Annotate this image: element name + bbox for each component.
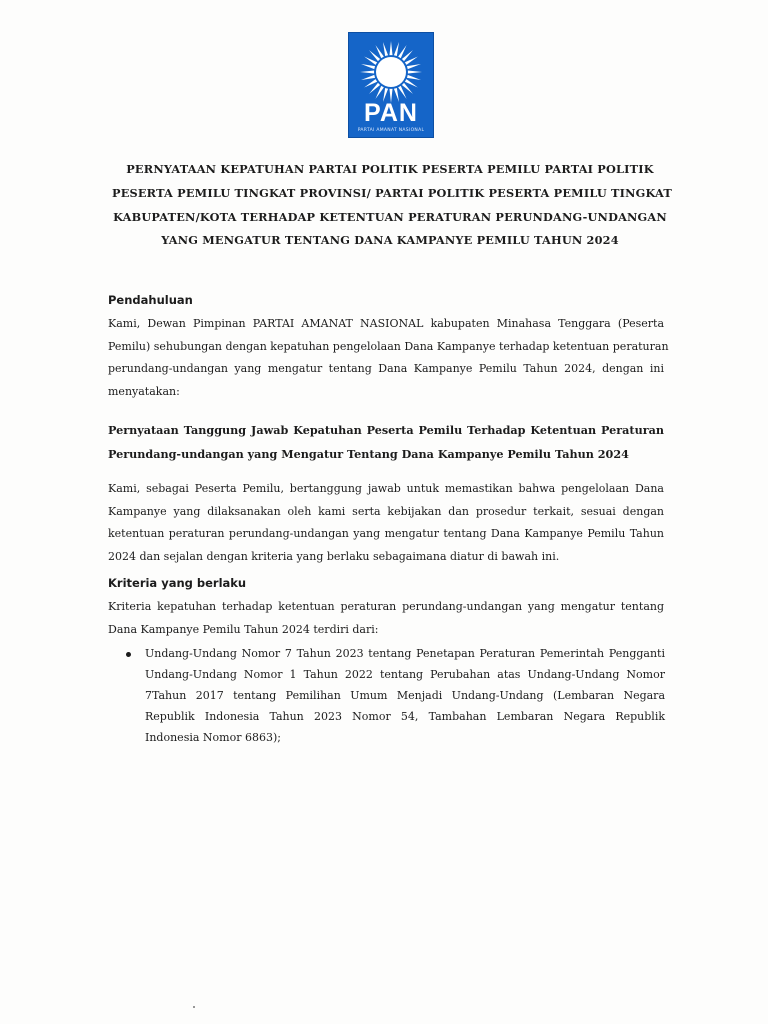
kriteria-section: [108, 576, 664, 641]
sun-ray: [407, 75, 421, 80]
paragraph-line: Kami, sebagai Peserta Pemilu, bertanggung jawab untuk memastikan bahwa pengelolaan Dana: [108, 482, 664, 495]
pernyataan-heading: [108, 418, 664, 466]
list-item-line: Undang-Undang Nomor 1 Tahun 2022 tentang Perubahan atas Undang-Undang Nomor: [145, 668, 665, 681]
sun-ray: [405, 79, 418, 87]
bullet-icon: [126, 652, 131, 657]
sun-ray: [405, 57, 418, 65]
list-item-line: 7Tahun 2017 tentang Pemilihan Umum Menjadi Undang-Undang (Lembaran Negara: [145, 689, 665, 702]
sun-ray: [361, 64, 375, 69]
sun-ray: [398, 86, 406, 99]
paragraph-line: Kriteria kepatuhan terhadap ketentuan peraturan perundang-undangan yang mengatur tentang: [108, 600, 664, 613]
title-line: PERNYATAAN KEPATUHAN PARTAI POLITIK PESERTA PEMILU PARTAI POLITIK: [126, 162, 654, 176]
sun-ray: [376, 86, 384, 99]
sun-ray: [364, 57, 377, 65]
pan-logo: [348, 32, 434, 138]
document-title: [112, 158, 673, 253]
paragraph-line: menyatakan:: [108, 384, 180, 398]
sun-ray: [408, 70, 422, 73]
list-item-line: Republik Indonesia Tahun 2023 Nomor 54, Tambahan Lembaran Negara Republik: [145, 710, 665, 723]
title-line: PESERTA PEMILU TINGKAT PROVINSI/ PARTAI POLITIK PESERTA PEMILU TINGKAT: [112, 185, 673, 200]
list-item-line: Undang-Undang Nomor 7 Tahun 2023 tentang Penetapan Peraturan Pemerintah Pengganti: [145, 647, 665, 660]
sun-ray: [383, 42, 388, 56]
sun-emblem-icon: [358, 39, 424, 105]
heading-line: Pernyataan Tanggung Jawab Kepatuhan Peserta Pemilu Terhadap Ketentuan Peraturan: [108, 423, 664, 437]
logo-subtext: PARTAI AMANAT NASIONAL: [357, 128, 425, 133]
paragraph-line: Kampanye yang dilaksanakan oleh kami serta kebijakan dan prosedur terkait, sesuai dengan: [108, 504, 664, 518]
sun-ray: [361, 75, 375, 80]
kriteria-heading: Kriteria yang berlaku: [108, 576, 247, 590]
paragraph-line: Pemilu) sehubungan dengan kepatuhan pengelolaan Dana Kampanye terhadap ketentuan peraturan: [108, 339, 669, 353]
logo-text: PAN: [364, 99, 418, 127]
paragraph-line: Kami, Dewan Pimpinan PARTAI AMANAT NASIONAL kabupaten Minahasa Tenggara (Peserta: [108, 317, 664, 330]
sun-ray: [398, 45, 406, 58]
sun-ray: [376, 45, 384, 58]
pernyataan-paragraph: [108, 478, 664, 568]
scan-speck: [193, 1006, 195, 1008]
pernyataan-section: [108, 418, 664, 568]
sun-ray: [360, 70, 374, 73]
pendahuluan-section: [108, 293, 669, 403]
sun-ray: [407, 64, 421, 69]
sun-ray: [389, 41, 392, 55]
paragraph-line: 2024 dan sejalan dengan kriteria yang berlaku sebagaimana diatur di bawah ini.: [108, 549, 560, 563]
paragraph-line: perundang-undangan yang mengatur tentang Dana Kampanye Pemilu Tahun 2024, dengan ini: [108, 362, 664, 375]
kriteria-paragraph: [108, 596, 664, 641]
sun-ray: [394, 42, 399, 56]
sun-ray: [364, 79, 377, 87]
title-line: YANG MENGATUR TENTANG DANA KAMPANYE PEMILU TAHUN 2024: [161, 233, 619, 248]
title-line: KABUPATEN/KOTA TERHADAP KETENTUAN PERATURAN PERUNDANG-UNDANGAN: [113, 209, 667, 224]
paragraph-line: ketentuan peraturan perundang-undangan yang mengatur tentang Dana Kampanye Pemilu Tahun: [108, 527, 664, 540]
pendahuluan-paragraph: [108, 313, 669, 403]
list-item-text: [145, 643, 665, 748]
paragraph-line: Dana Kampanye Pemilu Tahun 2024 terdiri dari:: [108, 622, 379, 636]
list-item-line: Indonesia Nomor 6863);: [145, 731, 281, 744]
heading-line: Perundang-undangan yang Mengatur Tentang Dana Kampanye Pemilu Tahun 2024: [108, 447, 629, 461]
pendahuluan-heading: Pendahuluan: [108, 293, 193, 307]
